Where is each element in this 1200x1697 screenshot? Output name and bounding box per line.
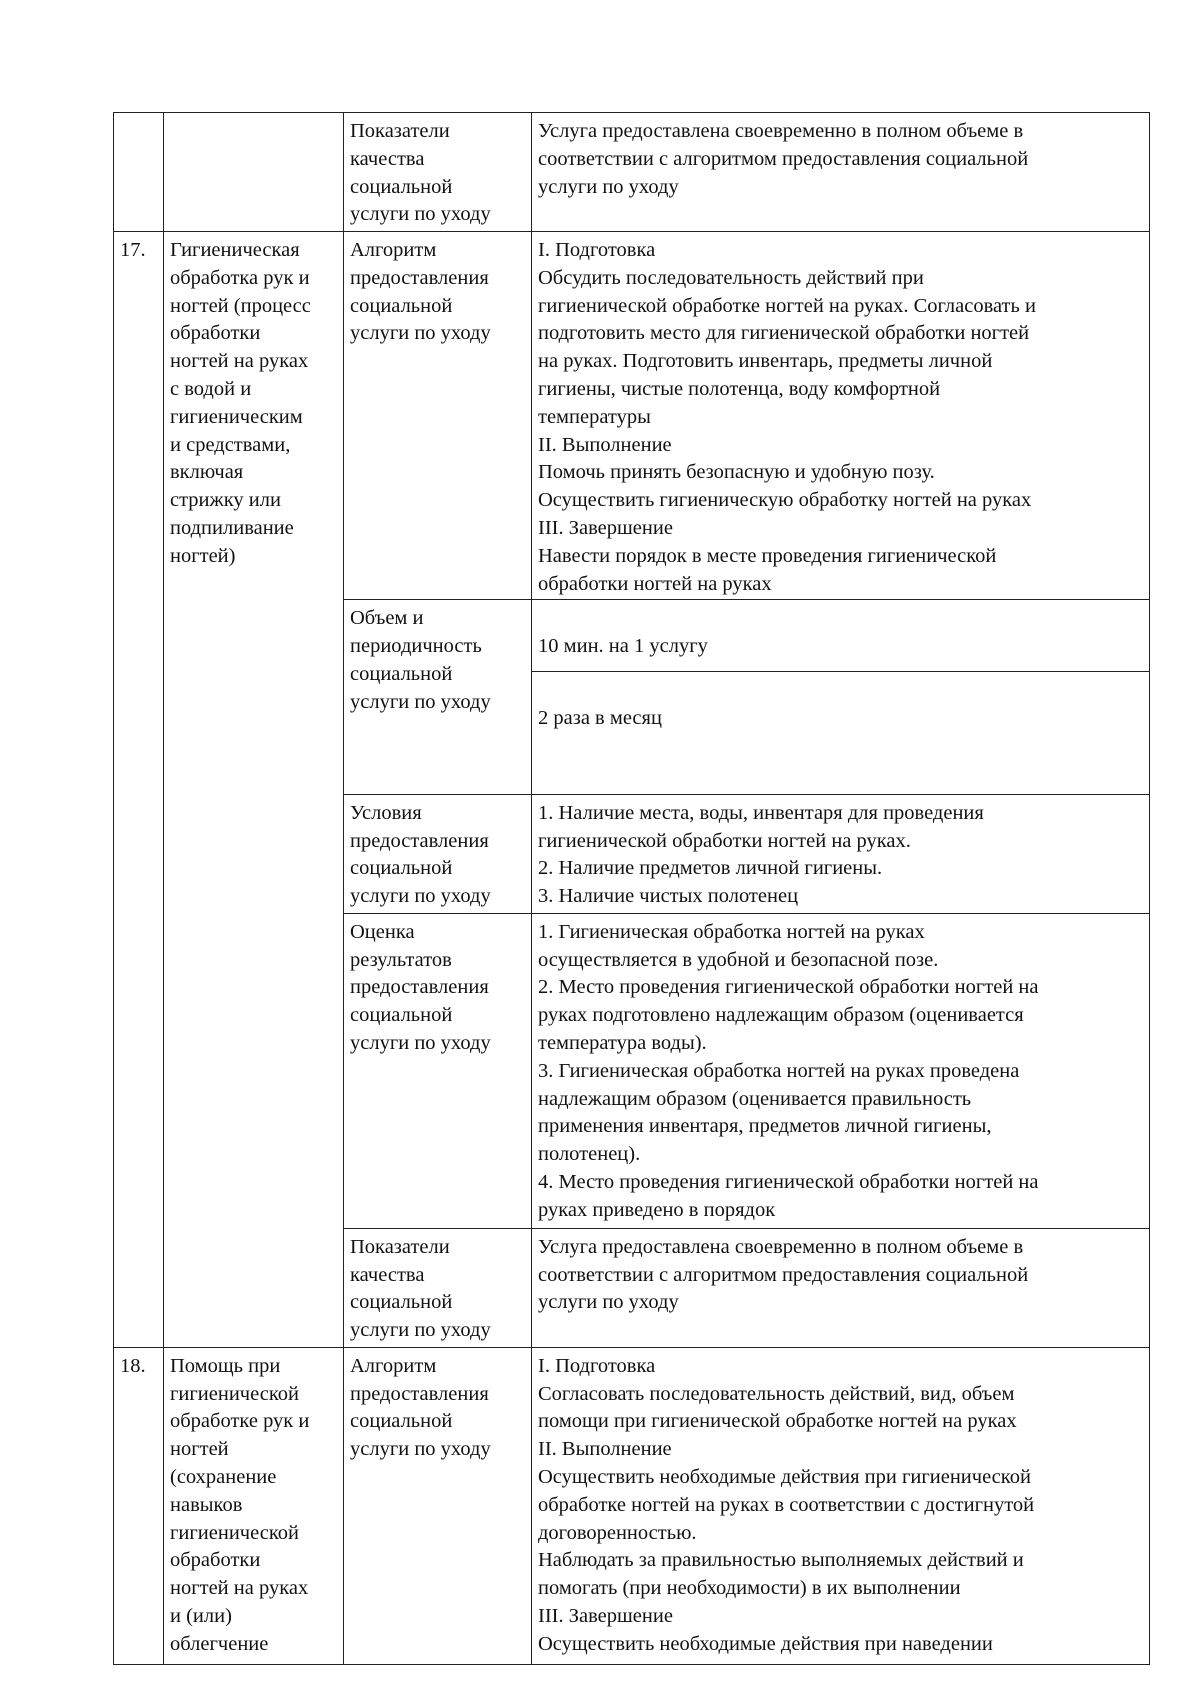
service-name: Гигиеническая обработка рук и ногтей (процесс обработки ногтей на руках с водой и гигиеническим и средствами, включая стрижку или подпиливание ногтей) <box>164 232 344 1348</box>
evaluation-text: 1. Гигиеническая обработка ногтей на руках осуществляется в удобной и безопасной позе. 2. Место проведения гигиенической обработки ногтей на руках подготовлено надлежащим образом (оценивается температура воды). 3. Гигиеническая обработка ногтей на руках проведена надлежащим образом (оценивается правильность применения инвентаря, предметов личной гигиены, полотенец). 4. Место проведения гигиенической обработки ногтей на руках приведено в порядок <box>532 913 1150 1228</box>
table-row <box>114 113 1150 232</box>
service-name-cell <box>164 113 344 232</box>
volume-text: 10 мин. на 1 услугу <box>532 628 1149 672</box>
services-table <box>113 112 1150 1665</box>
volume-cell <box>532 600 1150 794</box>
table-row <box>114 1347 1150 1664</box>
volume-label: Объем и периодичность социальной услуги по уходу <box>344 600 532 794</box>
algorithm-label: Алгоритм предоставления социальной услуги по уходу <box>344 1347 532 1664</box>
quality-label: Показатели качества социальной услуги по уходу <box>344 1228 532 1347</box>
quality-label: Показатели качества социальной услуги по уходу <box>344 113 532 232</box>
quality-text: Услуга предоставлена своевременно в полном объеме в соответствии с алгоритмом предоставления социальной услуги по уходу <box>532 113 1150 232</box>
evaluation-label: Оценка результатов предоставления социальной услуги по уходу <box>344 913 532 1228</box>
number-cell <box>114 113 164 232</box>
conditions-text: 1. Наличие места, воды, инвентаря для проведения гигиенической обработки ногтей на руках. 2. Наличие предметов личной гигиены. 3. Наличие чистых полотенец <box>532 794 1150 913</box>
algorithm-label: Алгоритм предоставления социальной услуги по уходу <box>344 232 532 600</box>
conditions-label: Условия предоставления социальной услуги по уходу <box>344 794 532 913</box>
algorithm-text: I. Подготовка Согласовать последовательность действий, вид, объем помощи при гигиенической обработке ногтей на руках II. Выполнение Осуществить необходимые действия при гигиенической обработке ногтей на руках в соответствии с достигнутой договоренностью. Наблюдать за правильностью выполняемых действий и помогать (при необходимости) в их выполнении III. Завершение Осуществить необходимые действия при наведении <box>532 1347 1150 1664</box>
algorithm-text: I. Подготовка Обсудить последовательность действий при гигиенической обработке ногтей на руках. Согласовать и подготовить место для гигиенической обработки ногтей на руках. Подготовить инвентарь, предметы личной гигиены, чистые полотенца, воду комфортной температуры II. Выполнение Помочь принять безопасную и удобную позу. Осуществить гигиеническую обработку ногтей на руках III. Завершение Навести порядок в месте проведения гигиенической обработки ногтей на руках <box>532 232 1150 600</box>
service-name: Помощь при гигиенической обработке рук и ногтей (сохранение навыков гигиенической обработки ногтей на руках и (или) облегчение <box>164 1347 344 1664</box>
item-number: 18. <box>114 1347 164 1664</box>
table-row <box>114 232 1150 600</box>
item-number: 17. <box>114 232 164 1348</box>
quality-text: Услуга предоставлена своевременно в полном объеме в соответствии с алгоритмом предоставления социальной услуги по уходу <box>532 1228 1150 1347</box>
periodicity-text: 2 раза в месяц <box>538 706 662 729</box>
